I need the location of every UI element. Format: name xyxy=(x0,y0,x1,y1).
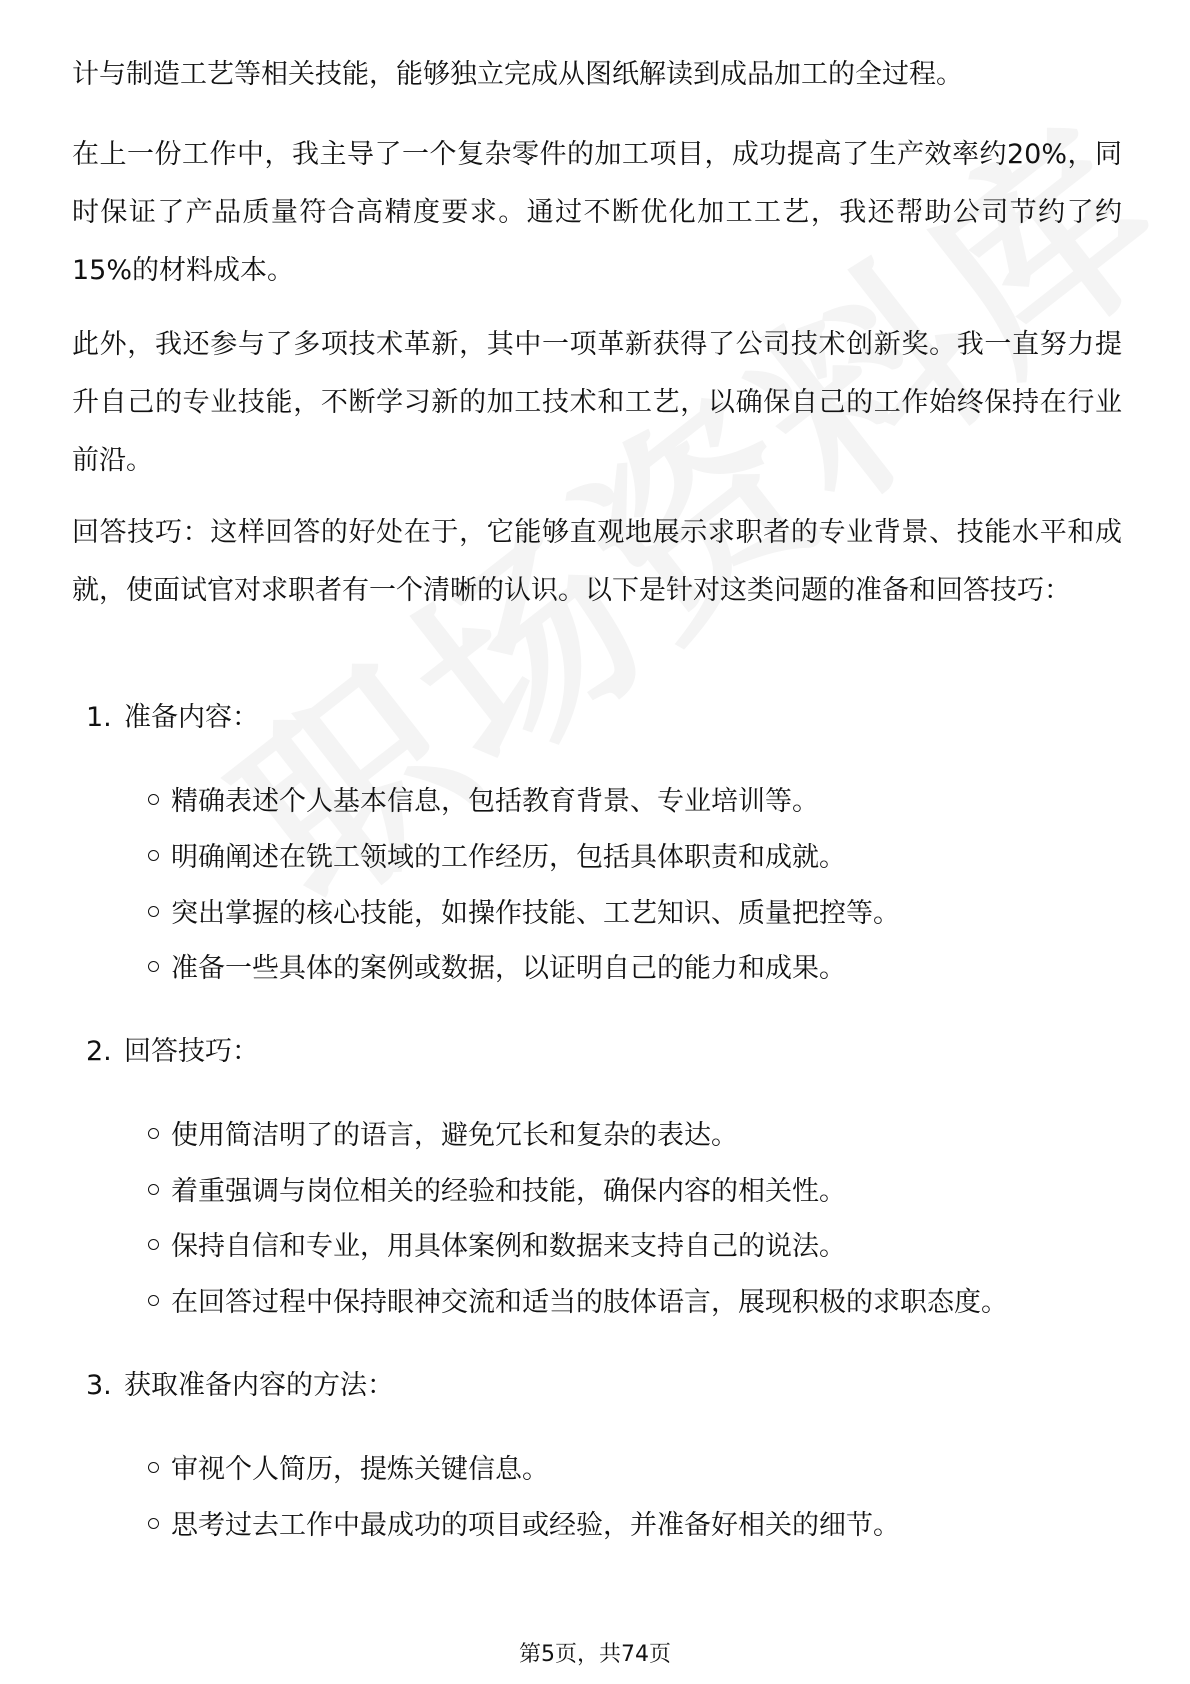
circle-bullet-icon xyxy=(148,794,159,805)
list-item: 准备一些具体的案例或数据，以证明自己的能力和成果。 xyxy=(148,949,846,989)
section-number: 2. xyxy=(86,1036,112,1067)
section-heading-2 xyxy=(86,1032,259,1072)
section-number: 3. xyxy=(86,1370,112,1401)
circle-bullet-icon xyxy=(148,961,159,972)
circle-bullet-icon xyxy=(148,1295,159,1306)
page-number: 第5页，共74页 xyxy=(519,1642,671,1667)
paragraph-3: 此外，我还参与了多项技术革新，其中一项革新获得了公司技术创新奖。我一直努力提升自己的专业技能，不断学习新的加工技术和工艺，以确保自己的工作始终保持在行业前沿。 xyxy=(72,329,1122,476)
list-item: 突出掌握的核心技能，如操作技能、工艺知识、质量把控等。 xyxy=(148,894,900,934)
circle-bullet-icon xyxy=(148,1184,159,1195)
section-number: 1. xyxy=(86,702,112,733)
paragraph-1: 计与制造工艺等相关技能，能够独立完成从图纸解读到成品加工的全过程。 xyxy=(72,59,963,90)
list-item: 审视个人简历，提炼关键信息。 xyxy=(148,1450,549,1490)
list-item: 使用简洁明了的语言，避免冗长和复杂的表达。 xyxy=(148,1116,738,1156)
list-item: 保持自信和专业，用具体案例和数据来支持自己的说法。 xyxy=(148,1227,846,1267)
circle-bullet-icon xyxy=(148,906,159,917)
section-heading-1 xyxy=(86,698,259,738)
section-heading-3 xyxy=(86,1366,394,1406)
circle-bullet-icon xyxy=(148,850,159,861)
list-item: 明确阐述在铣工领域的工作经历，包括具体职责和成就。 xyxy=(148,838,846,878)
paragraph-2: 在上一份工作中，我主导了一个复杂零件的加工项目，成功提高了生产效率约20%，同时保证了产品质量符合高精度要求。通过不断优化加工工艺，我还帮助公司节约了约15%的材料成本。 xyxy=(72,139,1122,286)
section-title: 回答技巧： xyxy=(124,1036,259,1067)
circle-bullet-icon xyxy=(148,1462,159,1473)
section-title: 获取准备内容的方法： xyxy=(124,1370,394,1401)
list-item: 思考过去工作中最成功的项目或经验，并准备好相关的细节。 xyxy=(148,1506,900,1546)
section-title: 准备内容： xyxy=(124,702,259,733)
circle-bullet-icon xyxy=(148,1239,159,1250)
list-item: 在回答过程中保持眼神交流和适当的肢体语言，展现积极的求职态度。 xyxy=(148,1283,1008,1323)
list-item: 精确表述个人基本信息，包括教育背景、专业培训等。 xyxy=(148,782,819,822)
circle-bullet-icon xyxy=(148,1128,159,1139)
list-item: 着重强调与岗位相关的经验和技能，确保内容的相关性。 xyxy=(148,1172,846,1212)
paragraph-4: 回答技巧：这样回答的好处在于，它能够直观地展示求职者的专业背景、技能水平和成就，使面试官对求职者有一个清晰的认识。以下是针对这类问题的准备和回答技巧： xyxy=(72,517,1122,606)
circle-bullet-icon xyxy=(148,1518,159,1529)
